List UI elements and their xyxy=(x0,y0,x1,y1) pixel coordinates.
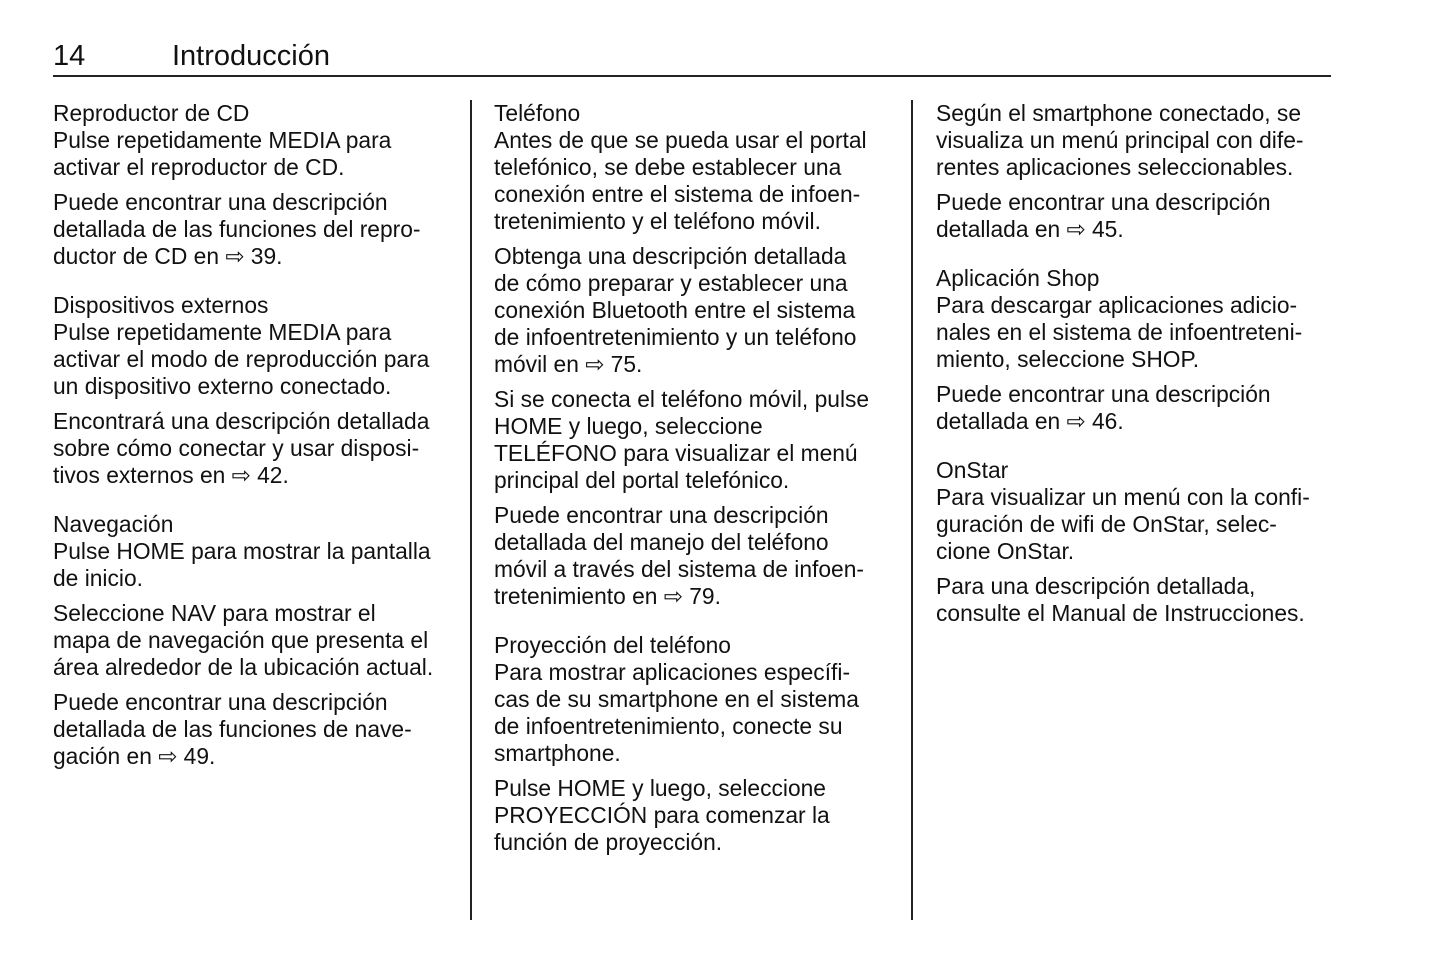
page-title: Introducción xyxy=(172,40,330,72)
paragraph: Pulse repetidamente MEDIA para activar el modo de reproducción para un dispositivo externo conectado. xyxy=(53,319,430,399)
paragraph: Para una descripción detallada, consulte el Manual de Instrucciones. xyxy=(936,573,1305,626)
section-heading: Reproductor de CD xyxy=(53,100,250,126)
header-rule xyxy=(53,75,1331,77)
paragraph: Obtenga una descripción detallada de cómo preparar y establecer una conexión Bluetooth entre el sistema de infoentretenimiento y un teléfono móvil en ⇨ 75. xyxy=(494,243,857,377)
section-heading: Dispositivos externos xyxy=(53,292,269,318)
section xyxy=(494,100,904,610)
paragraph: Pulse HOME y luego, seleccione PROYECCIÓN para comenzar la función de proyección. xyxy=(494,775,830,855)
section xyxy=(936,265,1346,435)
section-heading: Proyección del teléfono xyxy=(494,632,731,658)
section-heading: Teléfono xyxy=(494,100,581,126)
paragraph: Puede encontrar una descripción detallada en ⇨ 46. xyxy=(936,381,1271,434)
paragraph: Según el smartphone conectado, se visualiza un menú principal con dife- rentes aplicaciones seleccionables. xyxy=(936,100,1304,180)
section-heading: Navegación xyxy=(53,511,174,537)
section xyxy=(494,632,904,856)
section xyxy=(936,100,1346,243)
paragraph: Para visualizar un menú con la confi- guración de wifi de OnStar, selec- cione OnStar. xyxy=(936,484,1310,564)
paragraph: Pulse repetidamente MEDIA para activar el reproductor de CD. xyxy=(53,127,392,180)
paragraph: Para mostrar aplicaciones específi- cas de su smartphone en el sistema de infoentretenimiento, conecte su smartphone. xyxy=(494,659,859,766)
section-heading: OnStar xyxy=(936,457,1009,483)
section xyxy=(53,511,463,770)
paragraph: Puede encontrar una descripción detallada en ⇨ 45. xyxy=(936,189,1271,242)
section-heading: Aplicación Shop xyxy=(936,265,1100,291)
paragraph: Encontrará una descripción detallada sobre cómo conectar y usar disposi- tivos externos en ⇨ 42. xyxy=(53,408,430,488)
paragraph: Pulse HOME para mostrar la pantalla de inicio. xyxy=(53,538,431,591)
section xyxy=(936,457,1346,627)
column-1 xyxy=(53,100,463,792)
column-divider xyxy=(911,100,913,920)
paragraph: Puede encontrar una descripción detallada de las funciones del repro- ductor de CD en ⇨ 39. xyxy=(53,189,421,269)
paragraph: Si se conecta el teléfono móvil, pulse HOME y luego, seleccione TELÉFONO para visualizar el menú principal del portal telefónico. xyxy=(494,386,870,493)
paragraph: Antes de que se pueda usar el portal telefónico, se debe establecer una conexión entre el sistema de infoen- tretenimiento y el teléfono móvil. xyxy=(494,127,867,234)
column-divider xyxy=(470,100,472,920)
section xyxy=(53,292,463,489)
column-2 xyxy=(494,100,904,878)
paragraph: Puede encontrar una descripción detallada de las funciones de nave- gación en ⇨ 49. xyxy=(53,689,412,769)
column-3 xyxy=(936,100,1346,649)
paragraph: Seleccione NAV para mostrar el mapa de navegación que presenta el área alrededor de la ubicación actual. xyxy=(53,600,434,680)
paragraph: Puede encontrar una descripción detallada del manejo del teléfono móvil a través del sistema de infoen- tretenimiento en ⇨ 79. xyxy=(494,502,864,609)
paragraph: Para descargar aplicaciones adicio- nales en el sistema de infoentreteni- miento, seleccione SHOP. xyxy=(936,292,1303,372)
page-number: 14 xyxy=(53,40,86,72)
section xyxy=(53,100,463,270)
